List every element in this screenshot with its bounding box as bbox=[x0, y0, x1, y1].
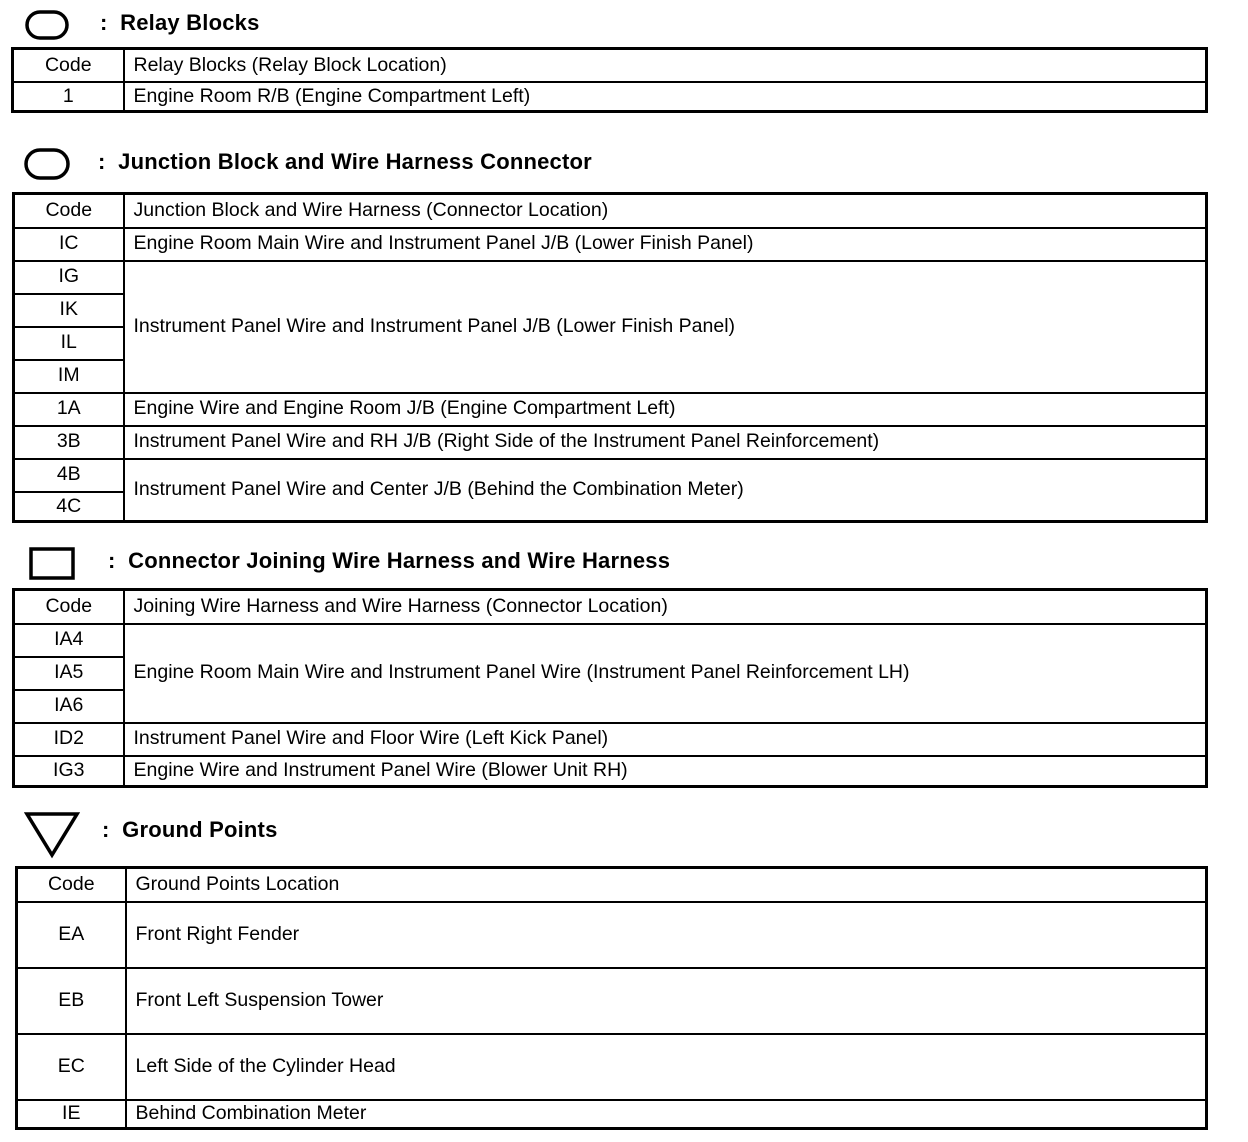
table-row bbox=[14, 228, 1207, 261]
location-cell: Engine Wire and Engine Room J/B (Engine Compartment Left) bbox=[124, 393, 1207, 426]
table-header-row bbox=[14, 590, 1207, 624]
location-cell: Engine Room R/B (Engine Compartment Left) bbox=[124, 82, 1207, 112]
table-row bbox=[14, 756, 1207, 787]
code-cell: IA5 bbox=[14, 657, 124, 690]
location-cell: Engine Room Main Wire and Instrument Panel J/B (Lower Finish Panel) bbox=[124, 228, 1207, 261]
relay-blocks-title bbox=[100, 10, 260, 36]
location-cell-grouped: Instrument Panel Wire and Center J/B (Behind the Combination Meter) bbox=[124, 459, 1207, 522]
title-separator: : bbox=[100, 10, 108, 35]
code-cell: 4B bbox=[14, 459, 124, 492]
table-row bbox=[13, 82, 1207, 112]
code-cell: EA bbox=[17, 902, 126, 968]
location-header: Junction Block and Wire Harness (Connector Location) bbox=[124, 194, 1207, 228]
table-row bbox=[17, 968, 1207, 1034]
code-cell: IG bbox=[14, 261, 124, 294]
junction-block-table bbox=[12, 192, 1208, 523]
code-cell: IA6 bbox=[14, 690, 124, 723]
table-row bbox=[17, 1100, 1207, 1129]
code-header: Code bbox=[13, 49, 124, 82]
code-cell: IM bbox=[14, 360, 124, 393]
table-row bbox=[14, 723, 1207, 756]
code-cell: EC bbox=[17, 1034, 126, 1100]
location-header: Relay Blocks (Relay Block Location) bbox=[124, 49, 1207, 82]
location-cell: Front Right Fender bbox=[126, 902, 1207, 968]
location-cell: Front Left Suspension Tower bbox=[126, 968, 1207, 1034]
junction-block-oval-icon bbox=[24, 148, 70, 185]
connector-table bbox=[12, 588, 1208, 788]
ground-points-table bbox=[15, 866, 1208, 1130]
code-cell: IL bbox=[14, 327, 124, 360]
table-row bbox=[14, 261, 1207, 294]
location-header: Ground Points Location bbox=[126, 868, 1207, 902]
location-cell: Instrument Panel Wire and Floor Wire (Left Kick Panel) bbox=[124, 723, 1207, 756]
code-cell: 4C bbox=[14, 492, 124, 522]
relay-blocks-title-text: Relay Blocks bbox=[120, 10, 260, 35]
table-header-row bbox=[14, 194, 1207, 228]
ground-points-title-text: Ground Points bbox=[122, 817, 278, 842]
relay-blocks-table bbox=[11, 47, 1208, 113]
junction-block-title-text: Junction Block and Wire Harness Connector bbox=[118, 149, 592, 174]
code-cell: 3B bbox=[14, 426, 124, 459]
code-cell: ID2 bbox=[14, 723, 124, 756]
code-cell: IC bbox=[14, 228, 124, 261]
table-header-row bbox=[17, 868, 1207, 902]
connector-title bbox=[108, 548, 670, 574]
code-cell: IG3 bbox=[14, 756, 124, 787]
ground-triangle-icon bbox=[24, 811, 80, 864]
relay-block-oval-icon bbox=[25, 10, 69, 45]
location-cell: Left Side of the Cylinder Head bbox=[126, 1034, 1207, 1100]
title-separator: : bbox=[98, 149, 106, 174]
code-cell: EB bbox=[17, 968, 126, 1034]
code-header: Code bbox=[14, 590, 124, 624]
ground-points-title bbox=[102, 817, 278, 843]
connector-title-text: Connector Joining Wire Harness and Wire Harness bbox=[128, 548, 671, 573]
code-header: Code bbox=[14, 194, 124, 228]
location-header: Joining Wire Harness and Wire Harness (Connector Location) bbox=[124, 590, 1207, 624]
title-separator: : bbox=[108, 548, 116, 573]
table-row bbox=[14, 393, 1207, 426]
table-row bbox=[17, 902, 1207, 968]
title-separator: : bbox=[102, 817, 110, 842]
location-cell: Engine Wire and Instrument Panel Wire (Blower Unit RH) bbox=[124, 756, 1207, 787]
table-header-row bbox=[13, 49, 1207, 82]
location-cell: Instrument Panel Wire and RH J/B (Right Side of the Instrument Panel Reinforcement) bbox=[124, 426, 1207, 459]
code-header: Code bbox=[17, 868, 126, 902]
table-row bbox=[14, 459, 1207, 492]
code-cell: IA4 bbox=[14, 624, 124, 657]
code-cell: 1 bbox=[13, 82, 124, 112]
table-row bbox=[17, 1034, 1207, 1100]
connector-rectangle-icon bbox=[29, 547, 75, 586]
table-row bbox=[14, 624, 1207, 657]
code-cell: IK bbox=[14, 294, 124, 327]
location-cell: Behind Combination Meter bbox=[126, 1100, 1207, 1129]
code-cell: 1A bbox=[14, 393, 124, 426]
code-cell: IE bbox=[17, 1100, 126, 1129]
junction-block-title bbox=[98, 149, 592, 175]
location-cell-grouped: Engine Room Main Wire and Instrument Panel Wire (Instrument Panel Reinforcement LH) bbox=[124, 624, 1207, 723]
location-cell-grouped: Instrument Panel Wire and Instrument Panel J/B (Lower Finish Panel) bbox=[124, 261, 1207, 393]
table-row bbox=[14, 426, 1207, 459]
